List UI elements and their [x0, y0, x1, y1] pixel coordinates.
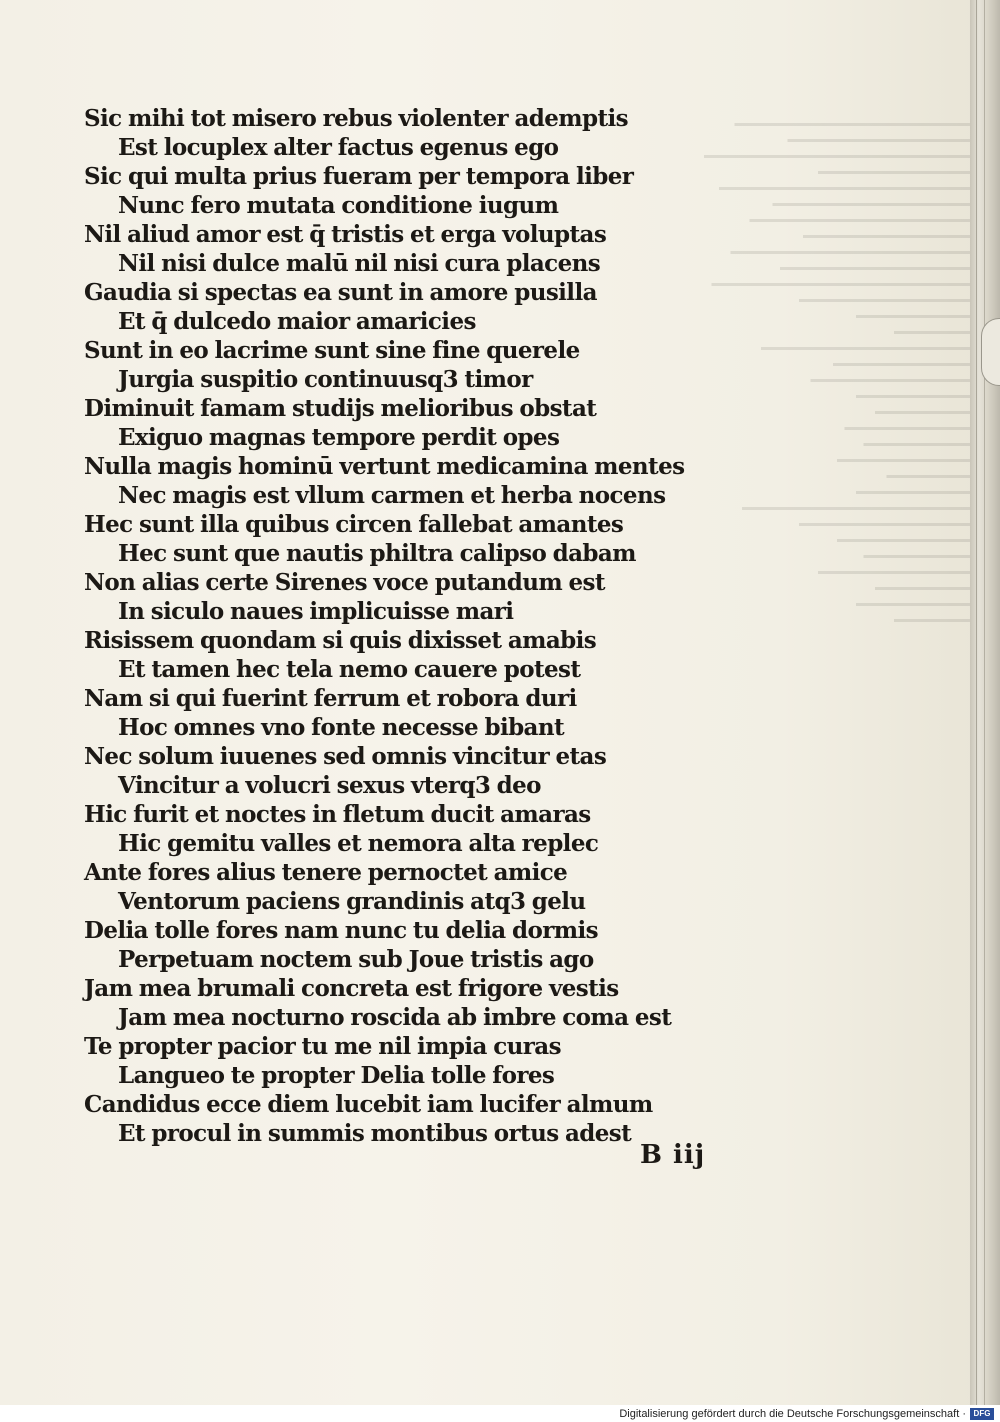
poem-line: Ventorum paciens grandinis atq3 gelu: [118, 888, 586, 915]
poem-line: Delia tolle fores nam nunc tu delia dormis: [84, 917, 598, 944]
poem-line: Hoc omnes vno fonte necesse bibant: [118, 714, 565, 741]
poem-line: Jurgia suspitio continuusq3 timor: [118, 366, 533, 393]
poem-line: Sunt in eo lacrime sunt sine fine querele: [84, 337, 580, 364]
poem-line: Hec sunt que nautis philtra calipso dabam: [118, 540, 636, 567]
poem-line: Est locuplex alter factus egenus ego: [118, 134, 559, 161]
footer-bar: [0, 1405, 1000, 1422]
poem-line: Hic gemitu valles et nemora alta replec: [118, 830, 599, 857]
poem-line: Exiguo magnas tempore perdit opes: [118, 424, 560, 451]
footer-credit: Digitalisierung gefördert durch die Deutsche Forschungsgemeinschaft ·: [619, 1408, 966, 1420]
poem-line: Gaudia si spectas ea sunt in amore pusilla: [84, 279, 597, 306]
poem-line: Sic qui multa prius fueram per tempora liber: [84, 163, 634, 190]
poem-line: Perpetuam noctem sub Joue tristis ago: [118, 946, 594, 973]
poem-line: Diminuit famam studijs melioribus obstat: [84, 395, 597, 422]
poem-line: Non alias certe Sirenes voce putandum est: [84, 569, 605, 596]
poem-line: Nam si qui fuerint ferrum et robora duri: [84, 685, 577, 712]
poem-line: Nil aliud amor est q̄ tristis et erga voluptas: [84, 221, 607, 248]
page-edge: [970, 0, 1000, 1405]
poem-line: Et procul in summis montibus ortus adest: [118, 1120, 632, 1147]
poem-line: Nunc fero mutata conditione iugum: [118, 192, 559, 219]
poem-line: Jam mea nocturno roscida ab imbre coma est: [118, 1004, 672, 1031]
poem-text-block: [84, 104, 685, 1148]
poem-line: Vincitur a volucri sexus vterq3 deo: [118, 772, 541, 799]
poem-line: Hic furit et noctes in fletum ducit amaras: [84, 801, 591, 828]
poem-line: Risissem quondam si quis dixisset amabis: [84, 627, 597, 654]
dfg-logo-icon: DFG: [970, 1408, 994, 1420]
poem-line: Jam mea brumali concreta est frigore vestis: [84, 975, 619, 1002]
poem-line: Nulla magis hominū vertunt medicamina mentes: [84, 453, 685, 480]
poem-line: Ante fores alius tenere pernoctet amice: [84, 859, 568, 886]
signature-mark: B iij: [640, 1140, 706, 1170]
poem-line: Langueo te propter Delia tolle fores: [118, 1062, 555, 1089]
poem-line: In siculo naues implicuisse mari: [118, 598, 514, 625]
poem-line: Sic mihi tot misero rebus violenter ademptis: [84, 105, 628, 132]
poem-line: Nec solum iuuenes sed omnis vincitur etas: [84, 743, 607, 770]
poem-line: Hec sunt illa quibus circen fallebat amantes: [84, 511, 624, 538]
poem-line: Nil nisi dulce malū nil nisi cura placens: [118, 250, 601, 277]
poem-line: Nec magis est vllum carmen et herba nocens: [118, 482, 666, 509]
page-tab: [981, 318, 1000, 386]
poem-line: Te propter pacior tu me nil impia curas: [84, 1033, 561, 1060]
poem-line: Et q̄ dulcedo maior amaricies: [118, 308, 476, 335]
poem-line: Candidus ecce diem lucebit iam lucifer almum: [84, 1091, 653, 1118]
poem-line: Et tamen hec tela nemo cauere potest: [118, 656, 581, 683]
